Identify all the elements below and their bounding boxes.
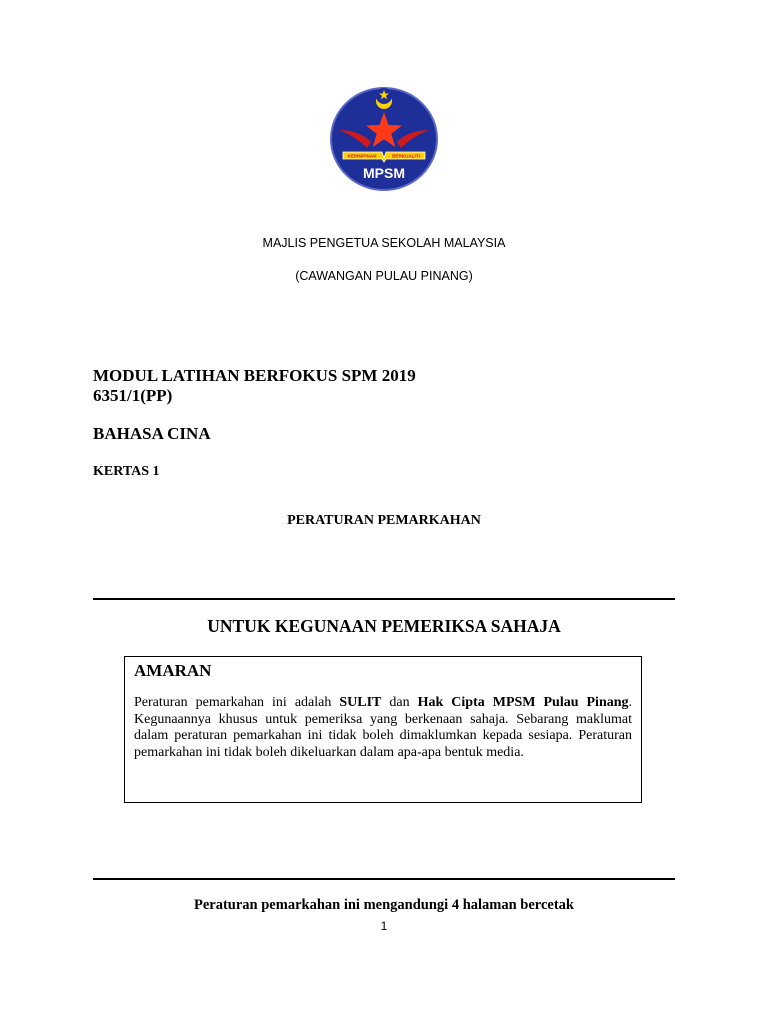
logo-left-label: KEPIMPINAN <box>347 153 377 159</box>
organization-branch: (CAWANGAN PULAU PINANG) <box>295 269 473 283</box>
organization-name: MAJLIS PENGETUA SEKOLAH MALAYSIA <box>262 236 506 250</box>
logo-right-label: BERKUALITI <box>392 153 420 159</box>
warning-bold-sulit: SULIT <box>339 695 382 710</box>
top-divider <box>93 598 675 600</box>
paper-code: 6351/1(PP) <box>93 386 173 405</box>
warning-title: AMARAN <box>134 661 212 680</box>
warning-text-part: . Kegunaannya khusus untuk pemeriksa yang berkenaan sahaja. Sebarang maklumat dalam peraturan pemarkahan ini tidak boleh dimaklumkan kepada sesiapa. Peraturan pemarkahan ini tidak boleh dikeluarkan dalam apa-apa bentuk media. <box>134 695 633 760</box>
examiner-heading: UNTUK KEGUNAAN PEMERIKSA SAHAJA <box>207 616 561 636</box>
page-number: 1 <box>380 919 388 933</box>
logo-acronym: MPSM <box>363 165 405 181</box>
warning-box <box>124 656 642 803</box>
page-count-note: Peraturan pemarkahan ini mengandungi 4 halaman bercetak <box>194 897 574 913</box>
warning-text <box>134 695 632 761</box>
module-title: MODUL LATIHAN BERFOKUS SPM 2019 <box>93 366 416 385</box>
paper-number: KERTAS 1 <box>93 464 160 479</box>
warning-text-part: Peraturan pemarkahan ini adalah <box>134 695 340 710</box>
subject-title: BAHASA CINA <box>93 424 211 443</box>
mpsm-logo <box>329 86 439 192</box>
mpsm-emblem <box>329 86 439 192</box>
bottom-divider <box>93 878 675 880</box>
warning-bold-copyright: Hak Cipta MPSM Pulau Pinang <box>417 695 629 710</box>
warning-text-part: dan <box>381 695 418 710</box>
marking-scheme-title: PERATURAN PEMARKAHAN <box>287 513 481 528</box>
